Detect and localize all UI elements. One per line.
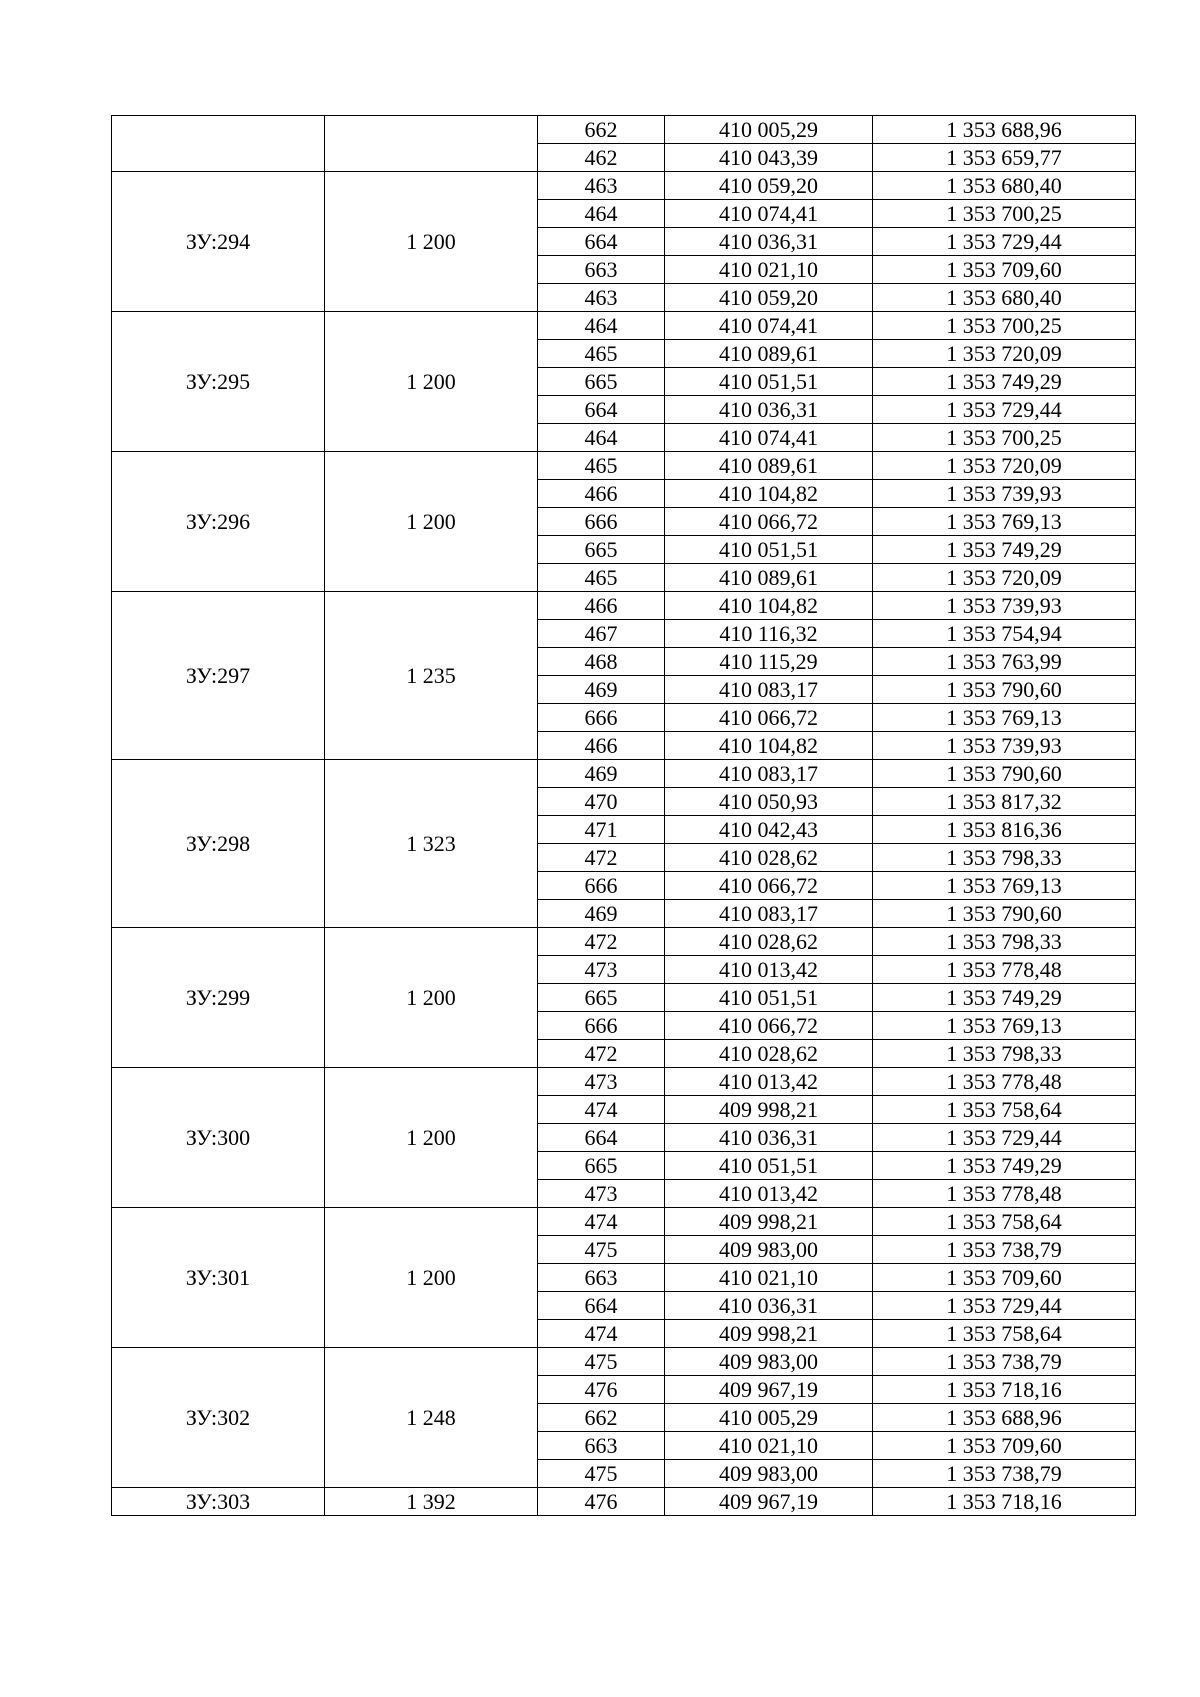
point-number-cell: 464 — [538, 312, 665, 340]
point-number-cell: 475 — [538, 1460, 665, 1488]
y-coordinate-cell: 1 353 749,29 — [873, 536, 1136, 564]
x-coordinate-cell: 410 036,31 — [665, 228, 873, 256]
y-coordinate-cell: 1 353 739,93 — [873, 732, 1136, 760]
x-coordinate-cell: 410 051,51 — [665, 536, 873, 564]
parcel-area-cell: 1 200 — [325, 928, 538, 1068]
table-row — [112, 452, 1136, 480]
x-coordinate-cell: 410 083,17 — [665, 900, 873, 928]
x-coordinate-cell: 410 066,72 — [665, 872, 873, 900]
y-coordinate-cell: 1 353 700,25 — [873, 312, 1136, 340]
point-number-cell: 662 — [538, 1404, 665, 1432]
y-coordinate-cell: 1 353 749,29 — [873, 984, 1136, 1012]
x-coordinate-cell: 410 104,82 — [665, 480, 873, 508]
point-number-cell: 474 — [538, 1208, 665, 1236]
point-number-cell: 476 — [538, 1488, 665, 1516]
parcel-area-cell: 1 248 — [325, 1348, 538, 1488]
y-coordinate-cell: 1 353 729,44 — [873, 396, 1136, 424]
x-coordinate-cell: 410 036,31 — [665, 396, 873, 424]
table-row — [112, 1208, 1136, 1236]
y-coordinate-cell: 1 353 790,60 — [873, 676, 1136, 704]
y-coordinate-cell: 1 353 709,60 — [873, 256, 1136, 284]
y-coordinate-cell: 1 353 749,29 — [873, 1152, 1136, 1180]
point-number-cell: 666 — [538, 508, 665, 536]
parcel-id-cell: ЗУ:296 — [112, 452, 325, 592]
point-number-cell: 469 — [538, 676, 665, 704]
point-number-cell: 463 — [538, 172, 665, 200]
point-number-cell: 665 — [538, 536, 665, 564]
parcel-id-cell — [112, 116, 325, 172]
y-coordinate-cell: 1 353 659,77 — [873, 144, 1136, 172]
x-coordinate-cell: 410 066,72 — [665, 704, 873, 732]
point-number-cell: 472 — [538, 844, 665, 872]
y-coordinate-cell: 1 353 729,44 — [873, 228, 1136, 256]
x-coordinate-cell: 410 021,10 — [665, 256, 873, 284]
y-coordinate-cell: 1 353 754,94 — [873, 620, 1136, 648]
parcel-id-cell: ЗУ:299 — [112, 928, 325, 1068]
point-number-cell: 474 — [538, 1320, 665, 1348]
point-number-cell: 473 — [538, 1068, 665, 1096]
x-coordinate-cell: 410 083,17 — [665, 676, 873, 704]
point-number-cell: 663 — [538, 256, 665, 284]
x-coordinate-cell: 410 042,43 — [665, 816, 873, 844]
y-coordinate-cell: 1 353 758,64 — [873, 1208, 1136, 1236]
parcel-id-cell: ЗУ:302 — [112, 1348, 325, 1488]
y-coordinate-cell: 1 353 680,40 — [873, 172, 1136, 200]
parcel-id-cell: ЗУ:298 — [112, 760, 325, 928]
point-number-cell: 665 — [538, 984, 665, 1012]
point-number-cell: 463 — [538, 284, 665, 312]
x-coordinate-cell: 410 083,17 — [665, 760, 873, 788]
parcel-area-cell: 1 323 — [325, 760, 538, 928]
x-coordinate-cell: 410 028,62 — [665, 844, 873, 872]
x-coordinate-cell: 410 028,62 — [665, 928, 873, 956]
x-coordinate-cell: 410 089,61 — [665, 340, 873, 368]
parcel-id-cell: ЗУ:301 — [112, 1208, 325, 1348]
point-number-cell: 466 — [538, 732, 665, 760]
point-number-cell: 475 — [538, 1236, 665, 1264]
x-coordinate-cell: 410 013,42 — [665, 1180, 873, 1208]
x-coordinate-cell: 410 066,72 — [665, 1012, 873, 1040]
y-coordinate-cell: 1 353 709,60 — [873, 1264, 1136, 1292]
point-number-cell: 666 — [538, 704, 665, 732]
point-number-cell: 662 — [538, 116, 665, 144]
table-row — [112, 1068, 1136, 1096]
x-coordinate-cell: 410 089,61 — [665, 564, 873, 592]
y-coordinate-cell: 1 353 790,60 — [873, 900, 1136, 928]
x-coordinate-cell: 410 115,29 — [665, 648, 873, 676]
x-coordinate-cell: 410 005,29 — [665, 1404, 873, 1432]
x-coordinate-cell: 410 089,61 — [665, 452, 873, 480]
y-coordinate-cell: 1 353 778,48 — [873, 956, 1136, 984]
table-row — [112, 116, 1136, 144]
x-coordinate-cell: 409 983,00 — [665, 1348, 873, 1376]
point-number-cell: 465 — [538, 340, 665, 368]
point-number-cell: 465 — [538, 564, 665, 592]
point-number-cell: 473 — [538, 956, 665, 984]
point-number-cell: 469 — [538, 900, 665, 928]
x-coordinate-cell: 409 983,00 — [665, 1236, 873, 1264]
x-coordinate-cell: 409 998,21 — [665, 1320, 873, 1348]
point-number-cell: 462 — [538, 144, 665, 172]
point-number-cell: 472 — [538, 1040, 665, 1068]
y-coordinate-cell: 1 353 769,13 — [873, 704, 1136, 732]
y-coordinate-cell: 1 353 729,44 — [873, 1124, 1136, 1152]
parcel-area-cell: 1 235 — [325, 592, 538, 760]
point-number-cell: 664 — [538, 228, 665, 256]
point-number-cell: 663 — [538, 1264, 665, 1292]
point-number-cell: 663 — [538, 1432, 665, 1460]
coordinates-table-body — [112, 116, 1136, 1516]
y-coordinate-cell: 1 353 718,16 — [873, 1488, 1136, 1516]
parcel-area-cell: 1 200 — [325, 312, 538, 452]
parcel-id-cell: ЗУ:300 — [112, 1068, 325, 1208]
x-coordinate-cell: 410 116,32 — [665, 620, 873, 648]
y-coordinate-cell: 1 353 700,25 — [873, 200, 1136, 228]
point-number-cell: 468 — [538, 648, 665, 676]
x-coordinate-cell: 409 998,21 — [665, 1208, 873, 1236]
x-coordinate-cell: 410 005,29 — [665, 116, 873, 144]
x-coordinate-cell: 410 059,20 — [665, 284, 873, 312]
point-number-cell: 465 — [538, 452, 665, 480]
y-coordinate-cell: 1 353 769,13 — [873, 872, 1136, 900]
y-coordinate-cell: 1 353 720,09 — [873, 340, 1136, 368]
table-row — [112, 1348, 1136, 1376]
x-coordinate-cell: 410 051,51 — [665, 984, 873, 1012]
parcel-id-cell: ЗУ:294 — [112, 172, 325, 312]
point-number-cell: 466 — [538, 480, 665, 508]
x-coordinate-cell: 410 104,82 — [665, 592, 873, 620]
y-coordinate-cell: 1 353 769,13 — [873, 1012, 1136, 1040]
parcel-id-cell: ЗУ:297 — [112, 592, 325, 760]
y-coordinate-cell: 1 353 798,33 — [873, 928, 1136, 956]
parcel-area-cell — [325, 116, 538, 172]
point-number-cell: 475 — [538, 1348, 665, 1376]
table-row — [112, 312, 1136, 340]
point-number-cell: 472 — [538, 928, 665, 956]
y-coordinate-cell: 1 353 720,09 — [873, 452, 1136, 480]
point-number-cell: 665 — [538, 368, 665, 396]
point-number-cell: 469 — [538, 760, 665, 788]
parcel-area-cell: 1 200 — [325, 1068, 538, 1208]
point-number-cell: 471 — [538, 816, 665, 844]
y-coordinate-cell: 1 353 739,93 — [873, 480, 1136, 508]
x-coordinate-cell: 409 983,00 — [665, 1460, 873, 1488]
x-coordinate-cell: 410 074,41 — [665, 200, 873, 228]
parcel-id-cell: ЗУ:295 — [112, 312, 325, 452]
x-coordinate-cell: 410 021,10 — [665, 1264, 873, 1292]
table-row — [112, 172, 1136, 200]
y-coordinate-cell: 1 353 817,32 — [873, 788, 1136, 816]
x-coordinate-cell: 410 074,41 — [665, 424, 873, 452]
y-coordinate-cell: 1 353 816,36 — [873, 816, 1136, 844]
y-coordinate-cell: 1 353 700,25 — [873, 424, 1136, 452]
table-row — [112, 928, 1136, 956]
x-coordinate-cell: 410 051,51 — [665, 1152, 873, 1180]
y-coordinate-cell: 1 353 738,79 — [873, 1236, 1136, 1264]
point-number-cell: 476 — [538, 1376, 665, 1404]
y-coordinate-cell: 1 353 729,44 — [873, 1292, 1136, 1320]
x-coordinate-cell: 410 051,51 — [665, 368, 873, 396]
x-coordinate-cell: 410 074,41 — [665, 312, 873, 340]
table-row — [112, 1488, 1136, 1516]
x-coordinate-cell: 410 104,82 — [665, 732, 873, 760]
y-coordinate-cell: 1 353 778,48 — [873, 1068, 1136, 1096]
x-coordinate-cell: 410 036,31 — [665, 1124, 873, 1152]
x-coordinate-cell: 410 021,10 — [665, 1432, 873, 1460]
x-coordinate-cell: 410 050,93 — [665, 788, 873, 816]
y-coordinate-cell: 1 353 739,93 — [873, 592, 1136, 620]
point-number-cell: 474 — [538, 1096, 665, 1124]
point-number-cell: 664 — [538, 1124, 665, 1152]
point-number-cell: 466 — [538, 592, 665, 620]
y-coordinate-cell: 1 353 798,33 — [873, 844, 1136, 872]
x-coordinate-cell: 410 013,42 — [665, 956, 873, 984]
x-coordinate-cell: 409 967,19 — [665, 1488, 873, 1516]
y-coordinate-cell: 1 353 749,29 — [873, 368, 1136, 396]
x-coordinate-cell: 409 967,19 — [665, 1376, 873, 1404]
point-number-cell: 666 — [538, 1012, 665, 1040]
y-coordinate-cell: 1 353 688,96 — [873, 1404, 1136, 1432]
x-coordinate-cell: 409 998,21 — [665, 1096, 873, 1124]
parcel-area-cell: 1 392 — [325, 1488, 538, 1516]
table-row — [112, 592, 1136, 620]
point-number-cell: 464 — [538, 424, 665, 452]
x-coordinate-cell: 410 036,31 — [665, 1292, 873, 1320]
y-coordinate-cell: 1 353 778,48 — [873, 1180, 1136, 1208]
y-coordinate-cell: 1 353 738,79 — [873, 1348, 1136, 1376]
point-number-cell: 666 — [538, 872, 665, 900]
y-coordinate-cell: 1 353 720,09 — [873, 564, 1136, 592]
x-coordinate-cell: 410 028,62 — [665, 1040, 873, 1068]
parcel-area-cell: 1 200 — [325, 452, 538, 592]
y-coordinate-cell: 1 353 769,13 — [873, 508, 1136, 536]
parcel-id-cell: ЗУ:303 — [112, 1488, 325, 1516]
point-number-cell: 470 — [538, 788, 665, 816]
point-number-cell: 664 — [538, 396, 665, 424]
y-coordinate-cell: 1 353 798,33 — [873, 1040, 1136, 1068]
point-number-cell: 464 — [538, 200, 665, 228]
point-number-cell: 665 — [538, 1152, 665, 1180]
x-coordinate-cell: 410 013,42 — [665, 1068, 873, 1096]
y-coordinate-cell: 1 353 763,99 — [873, 648, 1136, 676]
parcel-area-cell: 1 200 — [325, 172, 538, 312]
y-coordinate-cell: 1 353 790,60 — [873, 760, 1136, 788]
table-row — [112, 760, 1136, 788]
x-coordinate-cell: 410 043,39 — [665, 144, 873, 172]
point-number-cell: 467 — [538, 620, 665, 648]
y-coordinate-cell: 1 353 688,96 — [873, 116, 1136, 144]
y-coordinate-cell: 1 353 680,40 — [873, 284, 1136, 312]
parcel-area-cell: 1 200 — [325, 1208, 538, 1348]
y-coordinate-cell: 1 353 709,60 — [873, 1432, 1136, 1460]
coordinates-table — [111, 115, 1136, 1516]
y-coordinate-cell: 1 353 738,79 — [873, 1460, 1136, 1488]
point-number-cell: 664 — [538, 1292, 665, 1320]
x-coordinate-cell: 410 059,20 — [665, 172, 873, 200]
x-coordinate-cell: 410 066,72 — [665, 508, 873, 536]
y-coordinate-cell: 1 353 718,16 — [873, 1376, 1136, 1404]
point-number-cell: 473 — [538, 1180, 665, 1208]
y-coordinate-cell: 1 353 758,64 — [873, 1096, 1136, 1124]
y-coordinate-cell: 1 353 758,64 — [873, 1320, 1136, 1348]
